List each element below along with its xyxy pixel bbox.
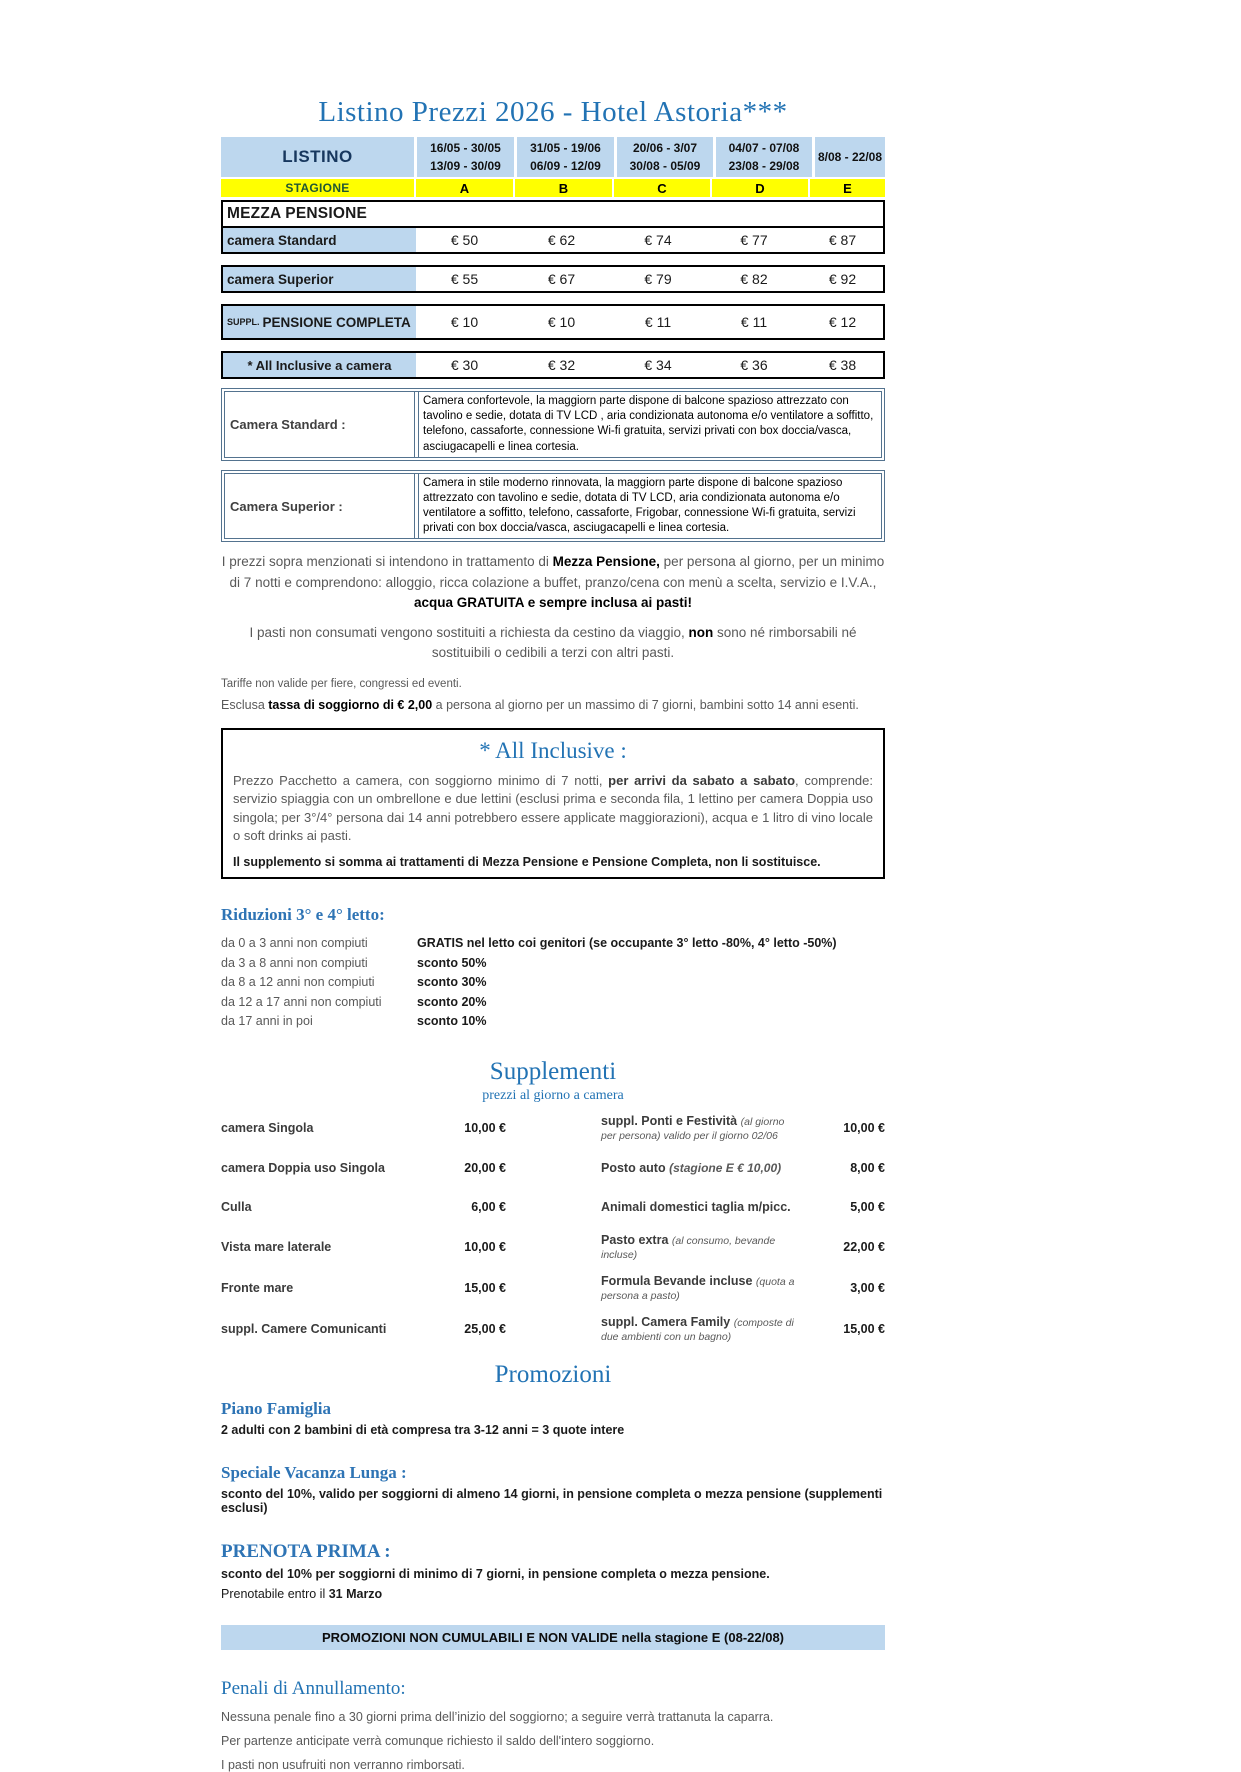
reductions-list [221, 937, 885, 1028]
reduction-row [221, 996, 885, 1009]
supplement-label-text: suppl. Ponti e Festività [601, 1113, 738, 1128]
supplement-label: Culla [221, 1199, 252, 1214]
note-intro-pre: I prezzi sopra menzionati si intendono in trattamento di [221, 554, 553, 570]
supplement-price: 25,00 € [464, 1321, 506, 1336]
period-line: 8/08 - 22/08 [817, 150, 883, 164]
supplement-price: 6,00 € [471, 1199, 506, 1214]
price-row-all-inclusive [221, 351, 885, 379]
supplement-price: 20,00 € [464, 1160, 506, 1175]
promo-long-stay-title: Speciale Vacanza Lunga : [221, 1462, 407, 1482]
supplement-row [221, 1315, 885, 1343]
page-title: Listino Prezzi 2026 - Hotel Astoria*** [318, 96, 788, 128]
room-description-label: Camera Standard : [225, 392, 415, 457]
reduction-value: sconto 30% [417, 975, 487, 990]
ai-body-bold: per arrivi da sabato a sabato [608, 772, 796, 788]
price-cell: € 11 [644, 314, 672, 330]
price-cell: € 92 [828, 271, 857, 287]
price-cell: € 11 [740, 314, 768, 330]
price-cell: € 10 [450, 314, 479, 330]
supplement-label-text: Pasto extra [601, 1232, 669, 1247]
reductions-heading: Riduzioni 3° e 4° letto: [221, 905, 385, 925]
supplement-note: (quota a persona a pasto) [601, 1275, 795, 1302]
reduction-row [221, 937, 885, 950]
note-fairs: Tariffe non valide per fiere, congressi ed eventi. [221, 677, 462, 690]
reduction-row [221, 976, 885, 989]
supplement-price: 10,00 € [464, 1239, 506, 1254]
reduction-label: da 0 a 3 anni non compiuti [221, 936, 368, 951]
supplement-price: 8,00 € [850, 1160, 885, 1175]
row-label-main: PENSIONE COMPLETA [262, 314, 411, 330]
reduction-label: da 8 a 12 anni non compiuti [221, 975, 375, 990]
supplement-price: 10,00 € [464, 1120, 506, 1135]
reduction-value: sconto 10% [417, 1014, 487, 1029]
price-cell: € 67 [547, 271, 576, 287]
note-meals-pre: I pasti non consumati vengono sostituiti a richiesta da cestino da viaggio, [249, 625, 689, 641]
room-description-text: Camera in stile moderno rinnovata, la maggiorn parte dispone di balcone spazioso attrezzato con tavolino e sedie, dotata di TV LCD, aria condizionata autonoma e/o ventilatore a soffitto, telefono, cassaforte, Frigobar, connessione Wi-fi gratuita, servizi privati con box doccia/vasca, asciugacapelli e linea cortesia. [418, 474, 881, 539]
room-description-text: Camera confortevole, la maggiorn parte dispone di balcone spazioso attrezzato con tavolino e sedie, dotata di TV LCD , aria condizionata autonoma e/o ventilatore a soffitto, telefono, cassaforte, connessione Wi-fi gratuita, servizi privati con box doccia/vasca, asciugacapelli e linea cortesia. [418, 392, 881, 457]
reduction-row [221, 957, 885, 970]
supplement-note: (composte di due ambienti con un bagno) [601, 1316, 794, 1343]
promotions-heading: Promozioni [494, 1360, 612, 1388]
season-row [221, 179, 885, 197]
promo-long-stay-text: sconto del 10%, valido per soggiorni di almeno 14 giorni, in pensione completa o mezza pensione (supplementi esclusi) [221, 1486, 883, 1515]
price-cell: € 87 [828, 232, 857, 248]
period-line: 04/07 - 07/08 [728, 141, 800, 155]
note-meals-post: sono né rimborsabili né sostituibili o cedibili a terzi con altri pasti. [431, 625, 857, 661]
room-description-label: Camera Superior : [225, 474, 415, 539]
period-line: 13/09 - 30/09 [430, 159, 501, 173]
period-header-cell [417, 137, 514, 177]
row-label-prefix: SUPPL. [227, 317, 260, 327]
supplement-label [601, 1114, 801, 1142]
supplement-label [601, 1161, 801, 1175]
reduction-value: sconto 20% [417, 994, 487, 1009]
period-line: 20/06 - 3/07 [632, 141, 698, 155]
room-description-superior [221, 470, 885, 543]
note-intro [221, 552, 885, 613]
promo-early-booking-title: PRENOTA PRIMA : [221, 1540, 391, 1562]
period-line: 16/05 - 30/05 [430, 141, 501, 155]
ai-body-pre: Prezzo Pacchetto a camera, con soggiorno minimo di 7 notti, [233, 772, 609, 788]
supplement-label: camera Singola [221, 1120, 314, 1135]
supplement-price: 15,00 € [843, 1321, 885, 1336]
period-line: 31/05 - 19/06 [530, 141, 601, 155]
supplement-note: (al consumo, bevande incluse) [601, 1234, 776, 1261]
price-cell: € 12 [828, 314, 857, 330]
supplement-price: 3,00 € [850, 1280, 885, 1295]
price-row-camera-standard [223, 228, 883, 252]
penalty-line: Per partenze anticipate verrà comunque richiesto il saldo dell'intero soggiorno. [221, 1733, 655, 1748]
promo-early-booking-note [221, 1587, 885, 1601]
mezza-pensione-box [221, 200, 885, 254]
supplements-grid [221, 1114, 885, 1343]
price-cell: € 38 [828, 357, 857, 373]
note-tax-post: a persona al giorno per un massimo di 7 giorni, bambini sotto 14 anni esenti. [432, 697, 859, 712]
supplement-label-text: Animali domestici taglia m/picc. [601, 1199, 791, 1214]
promo-note-bold: 31 Marzo [328, 1586, 383, 1601]
supplement-label: camera Doppia uso Singola [221, 1160, 385, 1175]
promo-family-title: Piano Famiglia [221, 1398, 332, 1418]
price-table-header [221, 137, 885, 177]
note-intro-bold2: acqua GRATUITA e sempre inclusa ai pasti! [413, 594, 693, 610]
reduction-value: GRATIS nel letto coi genitori (se occupante 3° letto -80%, 4° letto -50%) [417, 936, 837, 951]
price-cell: € 36 [740, 357, 768, 373]
note-city-tax [221, 698, 885, 712]
supplement-price: 22,00 € [843, 1239, 885, 1254]
row-label: camera Standard [223, 228, 416, 252]
supplement-label: Fronte mare [221, 1280, 294, 1295]
row-label [223, 306, 416, 338]
supplement-row [221, 1274, 885, 1302]
supplement-label-text: suppl. Camera Family [601, 1314, 731, 1329]
supplement-label [601, 1315, 801, 1343]
penalty-line: Nessuna penale fino a 30 giorni prima dell’inizio del soggiorno; a seguire verrà trattanuta la caparra. [221, 1709, 774, 1724]
season-letter-b: B [515, 179, 612, 197]
reduction-value: sconto 50% [417, 955, 487, 970]
supplement-label: Vista mare laterale [221, 1239, 332, 1254]
penalties-heading: Penali di Annullamento: [221, 1677, 406, 1699]
supplement-label-text: Posto auto [601, 1160, 666, 1175]
period-header-cell [716, 137, 812, 177]
supplements-heading: Supplementi [489, 1057, 617, 1085]
all-inclusive-body [233, 772, 873, 846]
supplement-price: 15,00 € [464, 1280, 506, 1295]
price-cell: € 82 [740, 271, 768, 287]
document [221, 0, 885, 1772]
price-cell: € 79 [644, 271, 672, 287]
room-description-standard [221, 388, 885, 461]
ai-body-post: , comprende: servizio spiaggia con un ombrellone e due lettini (esclusi prima e seconda fila, 1 lettino per camera Doppia uso singola; per 3°/4° persona dai 14 anni potrebbero essere applicate maggiorazioni), acqua e 1 litro di vino locale o soft drinks ai pasti. [233, 772, 873, 843]
penalty-line: I pasti non usufruiti non verranno rimborsati. [221, 1757, 465, 1772]
price-cell: € 32 [547, 357, 576, 373]
promo-early-booking-text: sconto del 10% per soggiorni di minimo di 7 giorni, in pensione completa o mezza pensione. [221, 1566, 770, 1581]
supplement-price: 5,00 € [850, 1199, 885, 1214]
supplement-label-text: Formula Bevande incluse [601, 1273, 753, 1288]
promotions-banner: PROMOZIONI NON CUMULABILI E NON VALIDE nella stagione E (08-22/08) [221, 1625, 885, 1650]
season-letter-a: A [416, 179, 513, 197]
price-row-pensione-completa [221, 304, 885, 340]
all-inclusive-box [221, 728, 885, 880]
price-cell: € 62 [547, 232, 576, 248]
promo-note-pre: Prenotabile entro il [221, 1586, 329, 1601]
note-tax-pre: Esclusa [221, 697, 269, 712]
reduction-label: da 3 a 8 anni non compiuti [221, 955, 368, 970]
section-header-mezza-pensione: MEZZA PENSIONE [227, 205, 368, 222]
period-header-cell [815, 137, 885, 177]
price-cell: € 55 [450, 271, 479, 287]
price-cell: € 77 [740, 232, 768, 248]
supplement-price: 10,00 € [843, 1120, 885, 1135]
season-letter-d: D [712, 179, 808, 197]
stagione-label: STAGIONE [221, 179, 414, 197]
period-line: 30/08 - 05/09 [629, 159, 701, 173]
supplement-row [221, 1114, 885, 1142]
price-cell: € 34 [644, 357, 672, 373]
reduction-row [221, 1015, 885, 1028]
season-letter-c: C [614, 179, 710, 197]
row-label: * All Inclusive a camera [223, 353, 416, 377]
reduction-label: da 17 anni in poi [221, 1014, 313, 1029]
supplement-row [221, 1233, 885, 1261]
price-row-camera-superior [221, 265, 885, 293]
reduction-label: da 12 a 17 anni non compiuti [221, 994, 382, 1009]
supplement-row [221, 1194, 885, 1220]
note-meals [221, 623, 885, 664]
note-meals-bold: non [688, 625, 714, 641]
promo-family-text: 2 adulti con 2 bambini di età compresa tra 3-12 anni = 3 quote intere [221, 1422, 625, 1437]
supplement-label [601, 1274, 801, 1302]
supplement-note: (al giorno per persona) valido per il giorno 02/06 [601, 1115, 785, 1142]
listino-corner-cell: LISTINO [221, 137, 414, 177]
supplement-label: suppl. Camere Comunicanti [221, 1321, 387, 1336]
price-cell: € 74 [644, 232, 672, 248]
note-intro-mid: per persona al giorno, per un minimo di 7 notti e comprendono: alloggio, ricca colazione a buffet, pranzo/cena con menù a scelta, servizio e I.V.A., [229, 554, 885, 590]
period-line: 06/09 - 12/09 [530, 159, 601, 173]
all-inclusive-heading: * All Inclusive : [479, 737, 627, 763]
supplement-note: (stagione E € 10,00) [669, 1160, 782, 1175]
season-letter-e: E [810, 179, 885, 197]
period-line: 23/08 - 29/08 [728, 159, 800, 173]
all-inclusive-footer: Il supplemento si somma ai trattamenti di Mezza Pensione e Pensione Completa, non li sostituisce. [233, 855, 821, 870]
price-cell: € 50 [450, 232, 479, 248]
supplement-label [601, 1200, 801, 1214]
price-cell: € 30 [450, 357, 479, 373]
row-label: camera Superior [223, 267, 416, 291]
supplements-subheading: prezzi al giorno a camera [482, 1087, 624, 1103]
note-intro-bold: Mezza Pensione, [552, 554, 660, 570]
supplement-label [601, 1233, 801, 1261]
period-header-cell [517, 137, 614, 177]
supplement-row [221, 1155, 885, 1181]
period-header-cell [617, 137, 713, 177]
note-tax-bold: tassa di soggiorno di € 2,00 [268, 697, 433, 712]
price-cell: € 10 [547, 314, 576, 330]
